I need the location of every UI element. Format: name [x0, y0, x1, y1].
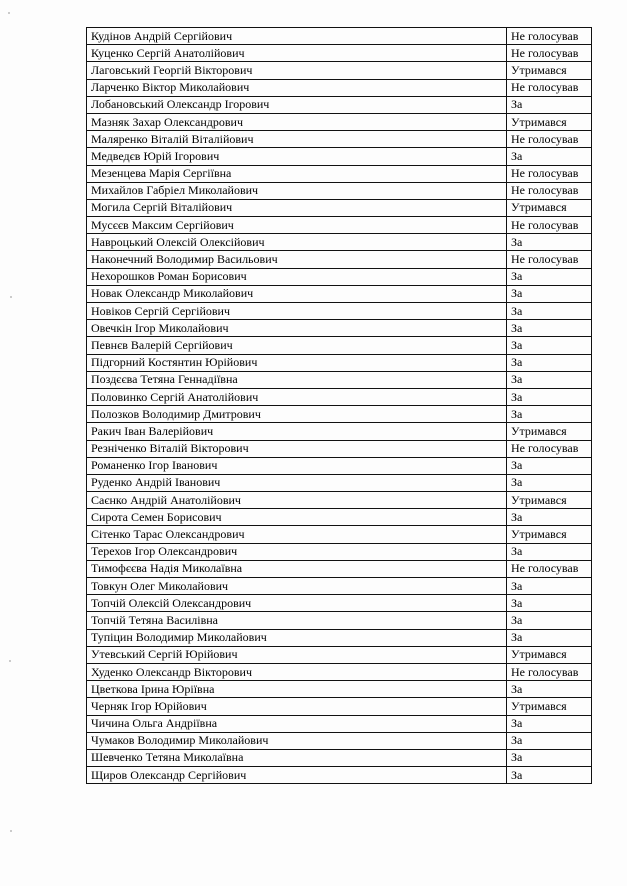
- vote-result: За: [507, 595, 592, 612]
- deputy-name: Тимофєєва Надія Миколаївна: [87, 560, 507, 577]
- deputy-name: Новіков Сергій Сергійович: [87, 303, 507, 320]
- vote-result: Утримався: [507, 646, 592, 663]
- table-row: [87, 303, 592, 320]
- vote-result: За: [507, 681, 592, 698]
- vote-result: За: [507, 732, 592, 749]
- table-row: [87, 285, 592, 302]
- deputy-name: Поздєєва Тетяна Геннадіївна: [87, 371, 507, 388]
- table-row: [87, 199, 592, 216]
- vote-result: За: [507, 509, 592, 526]
- deputy-name: Овечкін Ігор Миколайович: [87, 320, 507, 337]
- deputy-name: Новак Олександр Миколайович: [87, 285, 507, 302]
- table-row: [87, 337, 592, 354]
- vote-result: За: [507, 148, 592, 165]
- table-row: [87, 234, 592, 251]
- table-row: [87, 732, 592, 749]
- deputy-name: Ракич Іван Валерійович: [87, 423, 507, 440]
- vote-result: Не голосував: [507, 131, 592, 148]
- deputy-name: Резніченко Віталій Вікторович: [87, 440, 507, 457]
- vote-result: За: [507, 457, 592, 474]
- deputy-name: Сирота Семен Борисович: [87, 509, 507, 526]
- table-row: [87, 268, 592, 285]
- table-row: [87, 96, 592, 113]
- deputy-name: Мезенцева Марія Сергіївна: [87, 165, 507, 182]
- table-row: [87, 509, 592, 526]
- table-row: [87, 423, 592, 440]
- vote-result: Не голосував: [507, 28, 592, 45]
- vote-result: За: [507, 285, 592, 302]
- table-row: [87, 646, 592, 663]
- scan-speck: [9, 660, 11, 662]
- vote-result: За: [507, 96, 592, 113]
- deputy-name: Утевський Сергій Юрійович: [87, 646, 507, 663]
- deputy-name: Терехов Ігор Олександрович: [87, 543, 507, 560]
- table-row: [87, 526, 592, 543]
- vote-result: Не голосував: [507, 663, 592, 680]
- deputy-name: Мусєєв Максим Сергійович: [87, 217, 507, 234]
- deputy-name: Михайлов Габріел Миколайович: [87, 182, 507, 199]
- deputy-name: Романенко Ігор Іванович: [87, 457, 507, 474]
- table-row: [87, 663, 592, 680]
- deputy-name: Шевченко Тетяна Миколаївна: [87, 749, 507, 766]
- table-row: [87, 217, 592, 234]
- vote-result: Утримався: [507, 423, 592, 440]
- vote-result: За: [507, 749, 592, 766]
- deputy-name: Худенко Олександр Вікторович: [87, 663, 507, 680]
- table-row: [87, 578, 592, 595]
- table-row: [87, 62, 592, 79]
- vote-result: За: [507, 388, 592, 405]
- deputy-name: Полозков Володимир Дмитрович: [87, 406, 507, 423]
- deputy-name: Ларченко Віктор Миколайович: [87, 79, 507, 96]
- deputy-name: Лобановський Олександр Ігорович: [87, 96, 507, 113]
- vote-result: За: [507, 767, 592, 784]
- vote-result: Не голосував: [507, 165, 592, 182]
- vote-result: Не голосував: [507, 79, 592, 96]
- vote-result: За: [507, 474, 592, 491]
- deputy-name: Підгорний Костянтин Юрійович: [87, 354, 507, 371]
- deputy-name: Щиров Олександр Сергійович: [87, 767, 507, 784]
- deputy-name: Чичина Ольга Андріївна: [87, 715, 507, 732]
- deputy-name: Товкун Олег Миколайович: [87, 578, 507, 595]
- deputy-name: Наконечний Володимир Васильович: [87, 251, 507, 268]
- table-row: [87, 457, 592, 474]
- vote-result: Не голосував: [507, 560, 592, 577]
- vote-result: Утримався: [507, 62, 592, 79]
- table-row: [87, 113, 592, 130]
- deputy-name: Медведєв Юрій Ігорович: [87, 148, 507, 165]
- table-row: [87, 251, 592, 268]
- table-row: [87, 320, 592, 337]
- table-row: [87, 354, 592, 371]
- vote-result: Не голосував: [507, 440, 592, 457]
- deputy-name: Саєнко Андрій Анатолійович: [87, 492, 507, 509]
- vote-result: За: [507, 234, 592, 251]
- vote-result: Утримався: [507, 199, 592, 216]
- deputy-name: Тупіцин Володимир Миколайович: [87, 629, 507, 646]
- scan-speck: [10, 830, 12, 832]
- vote-result: За: [507, 268, 592, 285]
- vote-result: За: [507, 337, 592, 354]
- deputy-name: Половинко Сергій Анатолійович: [87, 388, 507, 405]
- table-row: [87, 148, 592, 165]
- table-row: [87, 406, 592, 423]
- vote-result: Утримався: [507, 113, 592, 130]
- table-row: [87, 749, 592, 766]
- scan-speck: [8, 12, 10, 14]
- table-row: [87, 698, 592, 715]
- table-row: [87, 131, 592, 148]
- deputy-name: Могила Сергій Віталійович: [87, 199, 507, 216]
- vote-result: Утримався: [507, 698, 592, 715]
- vote-result: За: [507, 543, 592, 560]
- deputy-name: Куценко Сергій Анатолійович: [87, 45, 507, 62]
- deputy-name: Черняк Ігор Юрійович: [87, 698, 507, 715]
- vote-result: За: [507, 578, 592, 595]
- table-row: [87, 182, 592, 199]
- vote-result: Не голосував: [507, 217, 592, 234]
- deputy-name: Лаговський Георгій Вікторович: [87, 62, 507, 79]
- vote-result: Не голосував: [507, 45, 592, 62]
- deputy-name: Сітенко Тарас Олександрович: [87, 526, 507, 543]
- vote-result: Не голосував: [507, 251, 592, 268]
- deputy-name: Навроцький Олексій Олексійович: [87, 234, 507, 251]
- vote-result: Утримався: [507, 492, 592, 509]
- deputy-name: Цветкова Ірина Юріївна: [87, 681, 507, 698]
- vote-result: За: [507, 715, 592, 732]
- table-row: [87, 543, 592, 560]
- vote-result: За: [507, 320, 592, 337]
- table-row: [87, 492, 592, 509]
- deputy-name: Чумаков Володимир Миколайович: [87, 732, 507, 749]
- table-row: [87, 79, 592, 96]
- deputy-name: Мазняк Захар Олександрович: [87, 113, 507, 130]
- scan-speck: [10, 296, 12, 298]
- vote-result: За: [507, 612, 592, 629]
- vote-result: За: [507, 406, 592, 423]
- table-row: [87, 165, 592, 182]
- table-row: [87, 371, 592, 388]
- table-row: [87, 28, 592, 45]
- table-row: [87, 767, 592, 784]
- deputy-name: Певнєв Валерій Сергійович: [87, 337, 507, 354]
- table-row: [87, 612, 592, 629]
- deputy-name: Нехорошков Роман Борисович: [87, 268, 507, 285]
- deputy-name: Маляренко Віталій Віталійович: [87, 131, 507, 148]
- vote-result: За: [507, 303, 592, 320]
- deputy-name: Топчій Олексій Олександрович: [87, 595, 507, 612]
- table-row: [87, 474, 592, 491]
- table-row: [87, 560, 592, 577]
- voting-results-table: [86, 27, 592, 784]
- table-row: [87, 440, 592, 457]
- table-row: [87, 45, 592, 62]
- vote-result: За: [507, 629, 592, 646]
- vote-result: Утримався: [507, 526, 592, 543]
- deputy-name: Кудінов Андрій Сергійович: [87, 28, 507, 45]
- table-row: [87, 595, 592, 612]
- table-row: [87, 629, 592, 646]
- table-row: [87, 388, 592, 405]
- vote-result: Не голосував: [507, 182, 592, 199]
- vote-result: За: [507, 371, 592, 388]
- voting-results-body: [87, 28, 592, 784]
- deputy-name: Руденко Андрій Іванович: [87, 474, 507, 491]
- deputy-name: Топчій Тетяна Василівна: [87, 612, 507, 629]
- vote-result: За: [507, 354, 592, 371]
- table-row: [87, 715, 592, 732]
- table-row: [87, 681, 592, 698]
